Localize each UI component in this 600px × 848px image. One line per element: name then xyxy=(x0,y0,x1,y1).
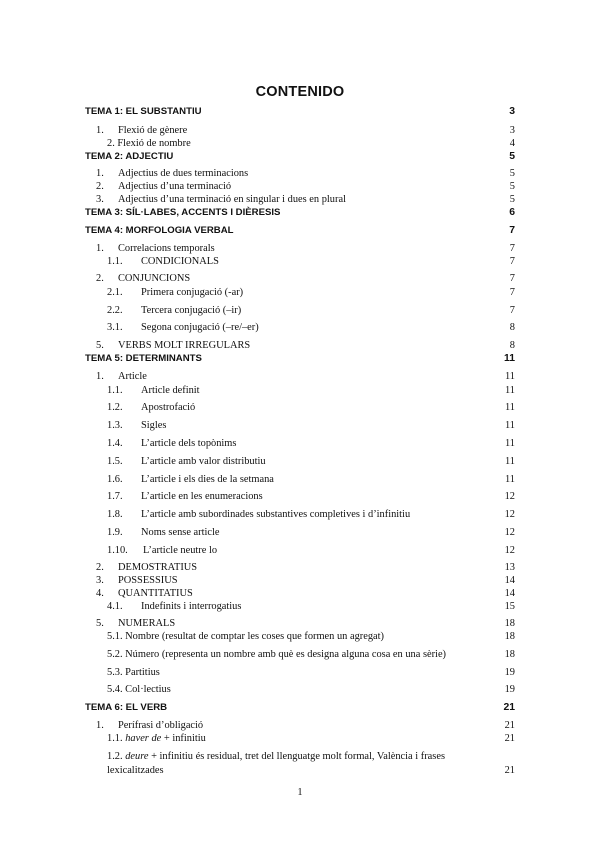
toc-text: L’article amb subordinades substantives completives i d’infinitiu xyxy=(141,509,411,520)
toc-number: 1.5. xyxy=(107,456,123,467)
toc-text: Segona conjugació (–re/–er) xyxy=(141,322,259,333)
toc-number: 1. xyxy=(96,720,104,731)
toc-text: DEMOSTRATIUS xyxy=(118,562,198,573)
toc-text: TEMA 2: ADJECTIU xyxy=(85,151,174,162)
toc-page: 12 xyxy=(504,545,515,556)
toc-entry[interactable] xyxy=(85,286,515,300)
toc-page: 7 xyxy=(509,287,515,298)
toc-text: TEMA 6: EL VERB xyxy=(85,702,168,713)
toc-text: NUMERALS xyxy=(118,618,176,629)
toc-text: Apostrofació xyxy=(141,402,196,413)
toc-number: 1.1. xyxy=(107,256,123,267)
toc-text: L’article dels topònims xyxy=(141,438,237,449)
toc-number: 2. xyxy=(96,273,104,284)
toc-entry[interactable] xyxy=(85,193,515,207)
toc-page: 11 xyxy=(504,371,515,382)
toc-page: 11 xyxy=(504,456,515,467)
toc-text: L’article neutre lo xyxy=(143,545,218,556)
toc-number: 2. xyxy=(96,181,104,192)
toc-entry[interactable] xyxy=(85,683,515,697)
toc-text: L’article i els dies de la setmana xyxy=(141,474,274,485)
toc-entry[interactable] xyxy=(85,544,515,558)
toc-page: 8 xyxy=(509,340,515,351)
toc-page: 21 xyxy=(504,720,515,731)
toc-page: 5 xyxy=(509,151,515,162)
toc-page: 7 xyxy=(509,225,515,236)
toc-page: 11 xyxy=(504,385,515,396)
toc-entry[interactable] xyxy=(85,587,515,601)
toc-page: 18 xyxy=(504,649,515,660)
toc-page: 3 xyxy=(509,125,515,136)
toc-number: 1.9. xyxy=(107,527,123,538)
toc-entry[interactable] xyxy=(85,617,515,631)
toc-page: 18 xyxy=(504,631,515,642)
toc-entry[interactable] xyxy=(85,719,515,733)
toc-number: 1.2. xyxy=(107,402,123,413)
toc-text: TEMA 4: MORFOLOGIA VERBAL xyxy=(85,225,234,236)
toc-entry[interactable] xyxy=(85,384,515,398)
page-number: 1 xyxy=(297,787,303,798)
toc-page: 21 xyxy=(504,733,515,744)
toc-page: 14 xyxy=(504,575,515,586)
toc-text-prefix: 1.2. xyxy=(107,751,126,762)
toc-number: 3.1. xyxy=(107,322,123,333)
toc-number: 2.1. xyxy=(107,287,123,298)
toc-text: Noms sense article xyxy=(141,527,220,538)
toc-entry[interactable] xyxy=(85,600,515,614)
toc-text: Adjectius d’una terminació xyxy=(118,181,232,192)
toc-entry[interactable] xyxy=(85,490,515,504)
toc-page: 19 xyxy=(504,684,515,695)
toc-page: 18 xyxy=(504,618,515,629)
toc-text: 5.1. Nombre (resultat de comptar les coses que formen un agregat) xyxy=(107,631,384,642)
toc-text: Indefinits i interrogatius xyxy=(141,601,242,612)
toc-entry[interactable] xyxy=(85,321,515,335)
toc-page: 11 xyxy=(504,353,515,364)
toc-number: 1. xyxy=(96,243,104,254)
toc-number: 4.1. xyxy=(107,601,123,612)
toc-entry[interactable] xyxy=(85,370,515,384)
toc-page: 8 xyxy=(509,322,515,333)
toc-page: 13 xyxy=(504,562,515,573)
toc-entry[interactable] xyxy=(85,339,515,353)
toc-number: 1.7. xyxy=(107,491,123,502)
toc-page: 11 xyxy=(504,474,515,485)
toc-page: 12 xyxy=(504,509,515,520)
toc-page: 3 xyxy=(509,106,515,117)
toc-text: 5.3. Partitius xyxy=(107,667,160,678)
toc-number: 5. xyxy=(96,340,104,351)
toc-text: Article xyxy=(118,371,147,382)
toc-number: 1.4. xyxy=(107,438,123,449)
toc-heading-tema-6[interactable] xyxy=(85,701,515,715)
toc-number: 1. xyxy=(96,371,104,382)
toc-text-suffix: + infinitiu és residual, tret del llenguatge molt formal, València i frases lexicalitzades xyxy=(107,751,445,776)
toc-text xyxy=(107,732,206,746)
toc-entry[interactable] xyxy=(85,255,515,269)
toc-entry[interactable] xyxy=(85,455,515,469)
toc-page: 7 xyxy=(509,243,515,254)
toc-page: 19 xyxy=(504,667,515,678)
toc-text: Article definit xyxy=(141,385,200,396)
toc-entry[interactable] xyxy=(85,437,515,451)
toc-entry[interactable] xyxy=(85,167,515,181)
toc-number: 1.10. xyxy=(107,545,128,556)
toc-page: 21 xyxy=(504,765,515,776)
toc-text: QUANTITATIUS xyxy=(118,588,193,599)
toc-entry[interactable] xyxy=(85,526,515,540)
toc-page: 7 xyxy=(509,305,515,316)
toc-page: 15 xyxy=(504,601,515,612)
toc-heading-tema-5[interactable] xyxy=(85,352,515,366)
toc-text: TEMA 5: DETERMINANTS xyxy=(85,353,202,364)
toc-page: 6 xyxy=(509,207,515,218)
toc-number: 4. xyxy=(96,588,104,599)
toc-text: VERBS MOLT IRREGULARS xyxy=(118,340,251,351)
toc-number: 5. xyxy=(96,618,104,629)
toc-page: 11 xyxy=(504,402,515,413)
toc-text: Adjectius de dues terminacions xyxy=(118,168,249,179)
toc-entry[interactable] xyxy=(85,401,515,415)
toc-page: 11 xyxy=(504,420,515,431)
toc-number: 1.3. xyxy=(107,420,123,431)
toc-page: 12 xyxy=(504,491,515,502)
toc-entry[interactable] xyxy=(85,574,515,588)
toc-entry[interactable] xyxy=(85,732,515,746)
toc-page: 7 xyxy=(509,256,515,267)
toc-text: 5.2. Número (representa un nombre amb què es designa alguna cosa en una sèrie) xyxy=(107,649,447,660)
toc-text: L’article en les enumeracions xyxy=(141,491,263,502)
toc-heading-tema-4[interactable] xyxy=(85,224,515,238)
toc-text-italic: haver de xyxy=(125,733,162,744)
toc-entry[interactable] xyxy=(85,124,515,138)
toc-entry[interactable] xyxy=(85,180,515,194)
toc-page: 5 xyxy=(509,168,515,179)
toc-page: 14 xyxy=(504,588,515,599)
toc-page: 12 xyxy=(504,527,515,538)
toc-text: Flexió de gènere xyxy=(118,125,188,136)
toc-entry[interactable] xyxy=(85,508,515,522)
toc-text: 5.4. Col·lectius xyxy=(107,684,171,695)
toc-text: CONJUNCIONS xyxy=(118,273,191,284)
toc-heading-tema-2[interactable] xyxy=(85,150,515,164)
toc-heading-tema-1[interactable] xyxy=(85,105,515,119)
toc-text-prefix: 1.1. xyxy=(107,733,126,744)
toc-number: 1.1. xyxy=(107,385,123,396)
toc-text: CONDICIONALS xyxy=(141,256,219,267)
toc-text-italic: deure xyxy=(125,751,149,762)
toc-entry[interactable] xyxy=(85,750,515,778)
toc-text: L’article amb valor distributiu xyxy=(141,456,266,467)
toc-title: CONTENIDO xyxy=(255,84,345,100)
toc-entry[interactable] xyxy=(85,666,515,680)
toc-entry[interactable] xyxy=(85,630,515,644)
toc-text-suffix: + infinitiu xyxy=(161,733,206,744)
toc-text: 2. Flexió de nombre xyxy=(107,138,191,149)
toc-text: TEMA 1: EL SUBSTANTIU xyxy=(85,106,202,117)
toc-entry[interactable] xyxy=(85,272,515,286)
toc-text: Correlacions temporals xyxy=(118,243,215,254)
toc-page: 7 xyxy=(509,273,515,284)
toc-text: Perífrasi d’obligació xyxy=(118,720,204,731)
toc-text: Adjectius d’una terminació en singular i dues en plural xyxy=(118,194,346,205)
toc-page: 5 xyxy=(509,181,515,192)
toc-page: 11 xyxy=(504,438,515,449)
toc-entry[interactable] xyxy=(85,304,515,318)
toc-entry[interactable] xyxy=(85,473,515,487)
toc-number: 1. xyxy=(96,125,104,136)
toc-entry[interactable] xyxy=(85,419,515,433)
toc-number: 2.2. xyxy=(107,305,123,316)
toc-entry[interactable] xyxy=(85,242,515,256)
toc-text xyxy=(107,750,497,778)
toc-number: 2. xyxy=(96,562,104,573)
toc-entry[interactable] xyxy=(85,648,515,662)
toc-number: 3. xyxy=(96,194,104,205)
toc-text: Sigles xyxy=(141,420,167,431)
toc-heading-tema-3[interactable] xyxy=(85,206,515,220)
toc-number: 3. xyxy=(96,575,104,586)
toc-text: Tercera conjugació (–ir) xyxy=(141,305,242,316)
toc-text: POSSESSIUS xyxy=(118,575,178,586)
toc-page: 21 xyxy=(503,702,515,713)
toc-page: 4 xyxy=(509,138,515,149)
toc-number: 1. xyxy=(96,168,104,179)
toc-number: 1.8. xyxy=(107,509,123,520)
toc-entry[interactable] xyxy=(85,561,515,575)
toc-text: Primera conjugació (-ar) xyxy=(141,287,244,298)
toc-number: 1.6. xyxy=(107,474,123,485)
toc-text: TEMA 3: SÍL·LABES, ACCENTS I DIÈRESIS xyxy=(85,207,281,218)
toc-entry[interactable] xyxy=(85,137,515,151)
toc-page: 5 xyxy=(509,194,515,205)
